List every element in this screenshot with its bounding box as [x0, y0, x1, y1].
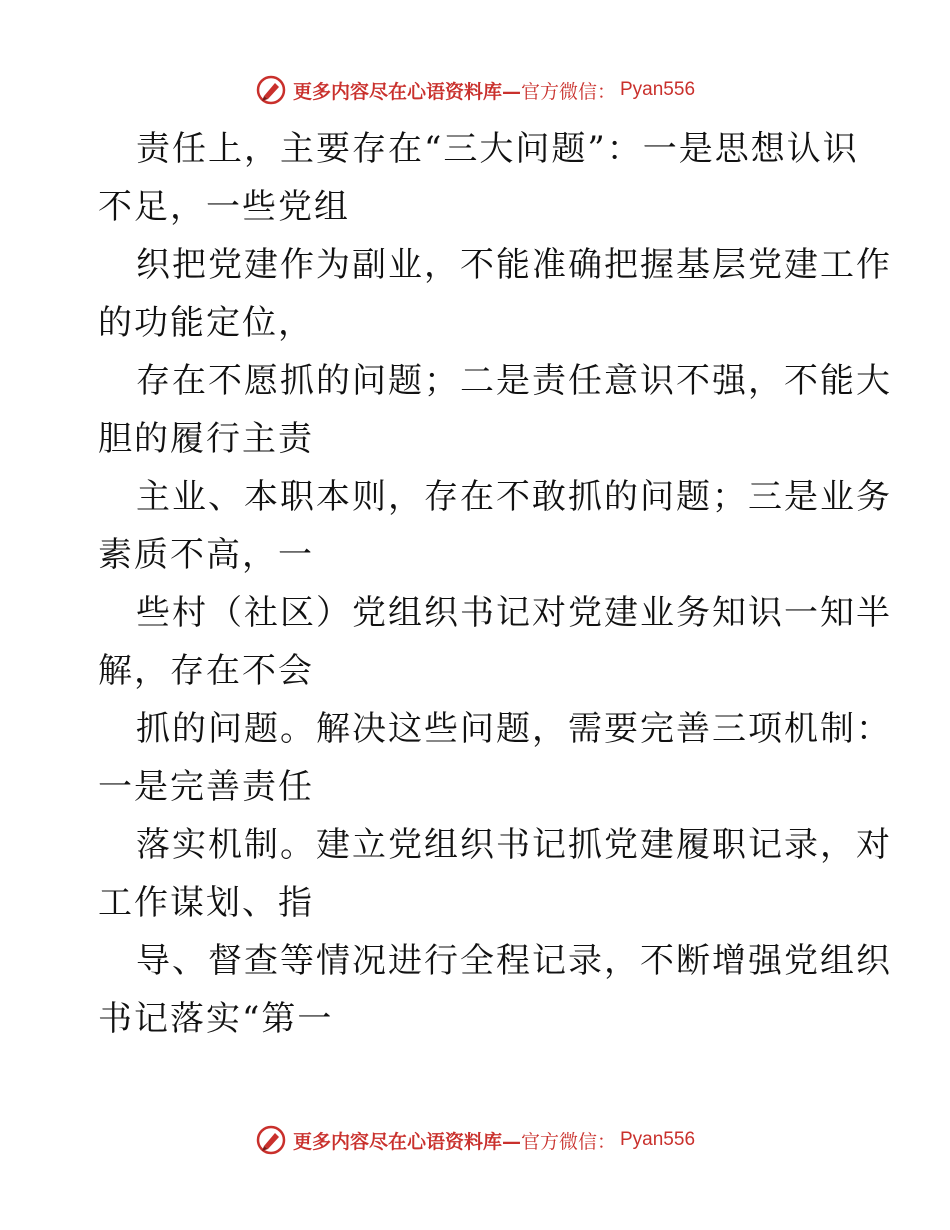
banner-wechat-label: 官方微信：: [520, 1130, 616, 1153]
text-line: 书记落实“第一: [98, 999, 334, 1039]
text-line: 主业、本职本则，存在不敢抓的问题；三是业务: [136, 477, 892, 517]
banner-wechat-label: 官方微信：: [520, 80, 616, 103]
text-line: 胆的履行主责: [98, 419, 314, 459]
text-line: 导、督查等情况进行全程记录，不断增强党组织: [136, 941, 892, 981]
text-line: 存在不愿抓的问题；二是责任意识不强，不能大: [136, 361, 892, 401]
text-line: 些村（社区）党组织书记对党建业务知识一知半: [136, 593, 892, 633]
text-line: 织把党建作为副业，不能准确把握基层党建工作: [136, 245, 892, 285]
pen-logo-icon: [255, 74, 287, 106]
header-banner: [0, 70, 950, 110]
text-line: 工作谋划、指: [98, 883, 314, 923]
banner-wechat-id: Pyan556: [620, 79, 696, 100]
footer-banner: [0, 1120, 950, 1160]
text-line: 抓的问题。解决这些问题，需要完善三项机制：: [136, 709, 892, 749]
text-line: 不足，一些党组: [98, 187, 350, 227]
text-line: 一是完善责任: [98, 767, 314, 807]
text-line: 落实机制。建立党组织书记抓党建履职记录，对: [136, 825, 892, 865]
text-line: 责任上，主要存在“三大问题”：一是思想认识: [136, 129, 859, 169]
banner-text: 更多内容尽在心语资料库—: [292, 1130, 521, 1153]
document-body: [98, 120, 892, 1048]
text-line: 素质不高，一: [98, 535, 314, 575]
banner-wechat-id: Pyan556: [620, 1129, 696, 1150]
text-line: 的功能定位，: [98, 303, 314, 343]
text-line: 解，存在不会: [98, 651, 314, 691]
banner-text: 更多内容尽在心语资料库—: [292, 80, 521, 103]
pen-logo-icon: [255, 1124, 287, 1156]
